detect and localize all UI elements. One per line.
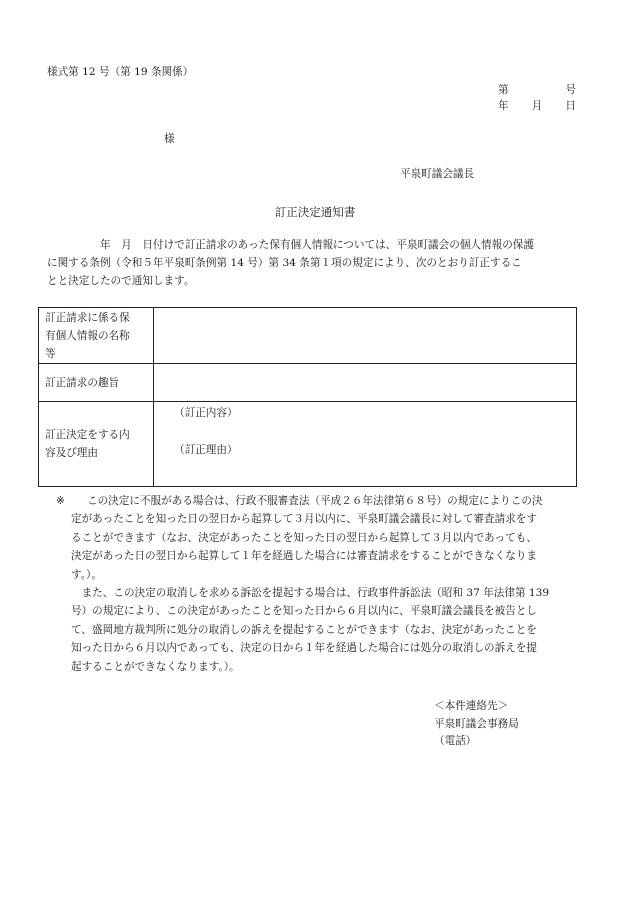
contact-phone: （電話）: [434, 735, 477, 747]
sender: 平泉町議会議長: [400, 168, 475, 180]
note-line: 起することができなくなります。）。: [71, 660, 240, 673]
addressee: 様: [164, 133, 175, 145]
correction-table: [38, 307, 577, 487]
note-line: 決定があった日の翌日から起算して１年を経過した場合には審査請求をすることができなくなりま: [71, 550, 538, 563]
note-line: また、この決定の取消しを求める訴訟を提起する場合は、行政事件訴訟法（昭和 37 年法律第 139: [71, 587, 550, 600]
note-line: 定があったことを知った日の翌日から起算して３月以内に、平泉町議会議長に対して審査請求をす: [71, 513, 538, 526]
body-line: とと決定したので通知します。: [47, 275, 195, 287]
note-line: て、盛岡地方裁判所に処分の取消しの訴えを提起することができます（なお、決定があったことを: [71, 623, 537, 636]
row1-label-line: 有個人情報の名称: [45, 329, 130, 342]
document-title: 訂正決定通知書: [274, 205, 356, 219]
contact-office: 平泉町議会事務局: [434, 717, 519, 730]
table-row-info-name: [39, 308, 577, 364]
row1-label-line: 訂正請求に係る保: [45, 311, 130, 324]
body-paragraph: [47, 236, 577, 290]
row2-label: 訂正請求の趣旨: [39, 364, 154, 402]
table-row-request-purpose: [39, 364, 577, 402]
body-line: に関する条例（令和５年平泉町条例第 14 号）第 34 条第１項の規定により、次のとおり訂正するこ: [47, 257, 522, 269]
note-line: ることができます（なお、決定があったことを知った日の翌日から起算して３月以内であっても、: [71, 531, 537, 544]
date-month: 月: [531, 100, 543, 112]
row1-label-line: 等: [45, 347, 56, 360]
document-number: [498, 82, 576, 97]
date-year: 年: [498, 100, 509, 112]
body-line: 年 月 日付けで訂正請求のあった保有個人情報については、平泉町議会の個人情報の保護: [47, 239, 534, 251]
row1-label: [39, 308, 154, 364]
doc-no-suffix: 号: [565, 84, 576, 96]
note-line: 知った日から６月以内であっても、決定の日から１年を経過した場合には処分の取消しの訴えを提: [71, 642, 538, 655]
document-date: [498, 98, 576, 113]
doc-no-prefix: 第: [498, 84, 509, 96]
correction-reason-label: （訂正理由）: [174, 444, 238, 456]
row3-label-line: 容及び理由: [45, 447, 98, 459]
row1-value: [154, 308, 577, 364]
form-number: 様式第 12 号（第 19 条関係）: [47, 66, 194, 78]
row3-label-line: 訂正決定をする内: [45, 429, 130, 441]
note-line: この決定に不服がある場合は、行政不服審査法（平成２６年法律第６８号）の規定によりこの決: [87, 495, 543, 507]
contact-heading: ＜本件連絡先＞: [434, 700, 509, 712]
correction-content-label: （訂正内容）: [174, 407, 238, 419]
note-line: す。）。: [71, 568, 102, 581]
note-paragraph-lawsuit: [56, 584, 586, 676]
notes-section: [56, 492, 586, 676]
table-row-decision: [39, 402, 577, 487]
row2-value: [154, 364, 577, 402]
note-paragraph-appeal: [56, 492, 586, 584]
note-line: 号）の規定により、この決定があったことを知った日から６月以内に、平泉町議会議長を被告とし: [71, 605, 538, 618]
row3-label: [39, 402, 154, 487]
row3-value: [154, 402, 577, 487]
date-day: 日: [565, 100, 576, 112]
contact-block: [434, 698, 519, 751]
note-mark: ※: [56, 495, 65, 507]
